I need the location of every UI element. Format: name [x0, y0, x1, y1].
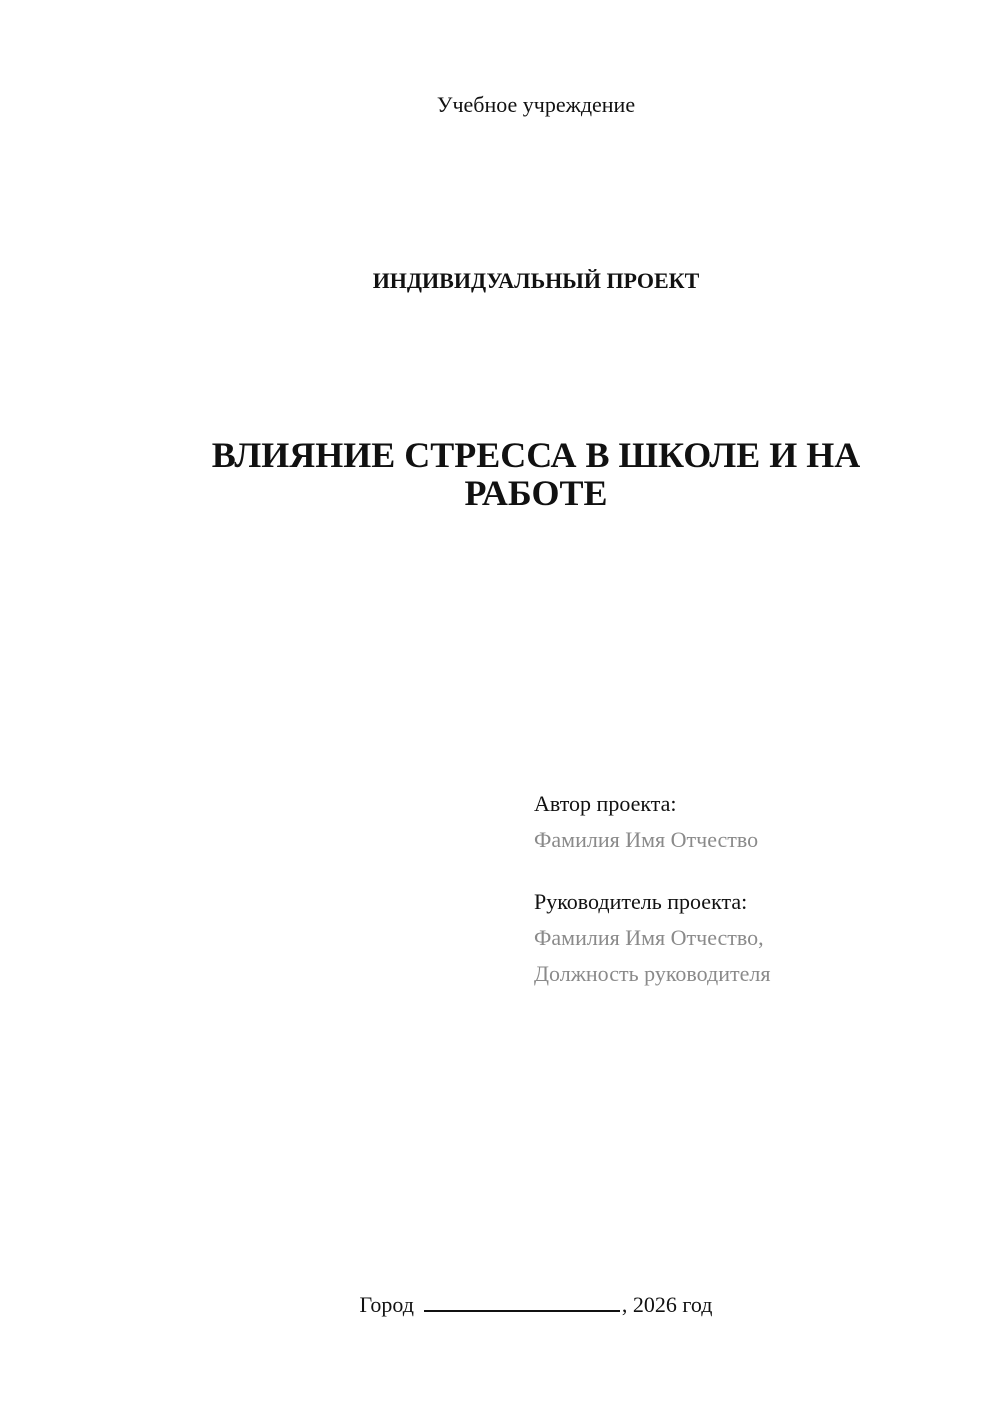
project-title-line-1: ВЛИЯНИЕ СТРЕССА В ШКОЛЕ И НА — [211, 435, 861, 475]
project-title — [180, 436, 892, 512]
city-year-line — [0, 1288, 1000, 1321]
author-label: Автор проекта: — [534, 791, 677, 816]
project-title-line-2: РАБОТЕ — [464, 473, 608, 513]
supervisor-name: Фамилия Имя Отчество, — [534, 925, 764, 950]
year-text: , 2026 год — [621, 1292, 713, 1317]
institution-name: Учебное учреждение — [436, 92, 636, 117]
supervisor-position: Должность руководителя — [534, 961, 771, 986]
supervisor-label: Руководитель проекта: — [534, 889, 748, 914]
city-blank-line — [424, 1288, 620, 1312]
credits-spacer — [534, 858, 934, 884]
city-label: Город — [359, 1292, 414, 1317]
author-name: Фамилия Имя Отчество — [534, 827, 759, 852]
credits-block — [534, 786, 934, 992]
project-type: ИНДИВИДУАЛЬНЫЙ ПРОЕКТ — [372, 268, 700, 293]
